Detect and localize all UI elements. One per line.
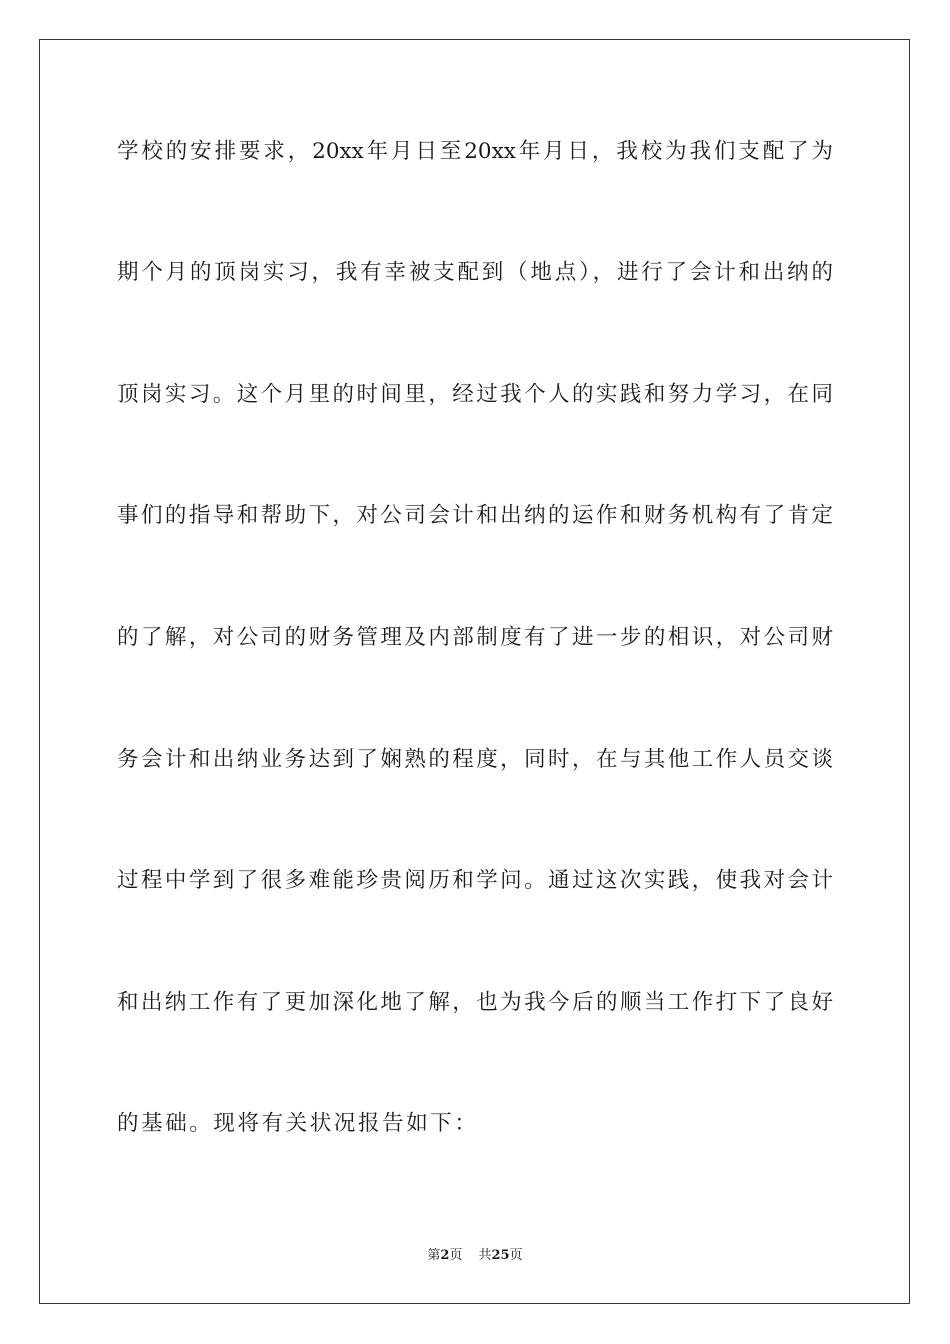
total-suffix: 页 <box>509 1248 523 1263</box>
text-line: 事们的指导和帮助下，对公司会计和出纳的运作和财务机构有了肯定 <box>117 503 833 528</box>
page-number: 2 <box>440 1248 450 1263</box>
total-pages: 25 <box>491 1248 510 1263</box>
total-prefix: 共 <box>478 1248 492 1263</box>
text-line: 和出纳工作有了更加深化地了解，也为我今后的顺当工作打下了良好 <box>117 990 833 1015</box>
text-line: 学校的安排要求，20xx年月日至20xx年月日，我校为我们支配了为 <box>117 139 833 164</box>
page-suffix: 页 <box>449 1248 463 1263</box>
text-line: 过程中学到了很多难能珍贵阅历和学问。通过这次实践，使我对会计 <box>117 868 833 893</box>
page-footer <box>0 1247 950 1265</box>
text-line-last: 的基础。现将有关状况报告如下： <box>117 1111 479 1136</box>
page-prefix: 第 <box>427 1248 441 1263</box>
text-line: 务会计和出纳业务达到了娴熟的程度，同时，在与其他工作人员交谈 <box>117 747 833 772</box>
text-line: 的了解，对公司的财务管理及内部制度有了进一步的相识，对公司财 <box>117 625 833 650</box>
text-line: 期个月的顶岗实习，我有幸被支配到（地点），进行了会计和出纳的 <box>117 260 833 285</box>
text-line: 顶岗实习。这个月里的时间里，经过我个人的实践和努力学习，在同 <box>117 382 833 407</box>
